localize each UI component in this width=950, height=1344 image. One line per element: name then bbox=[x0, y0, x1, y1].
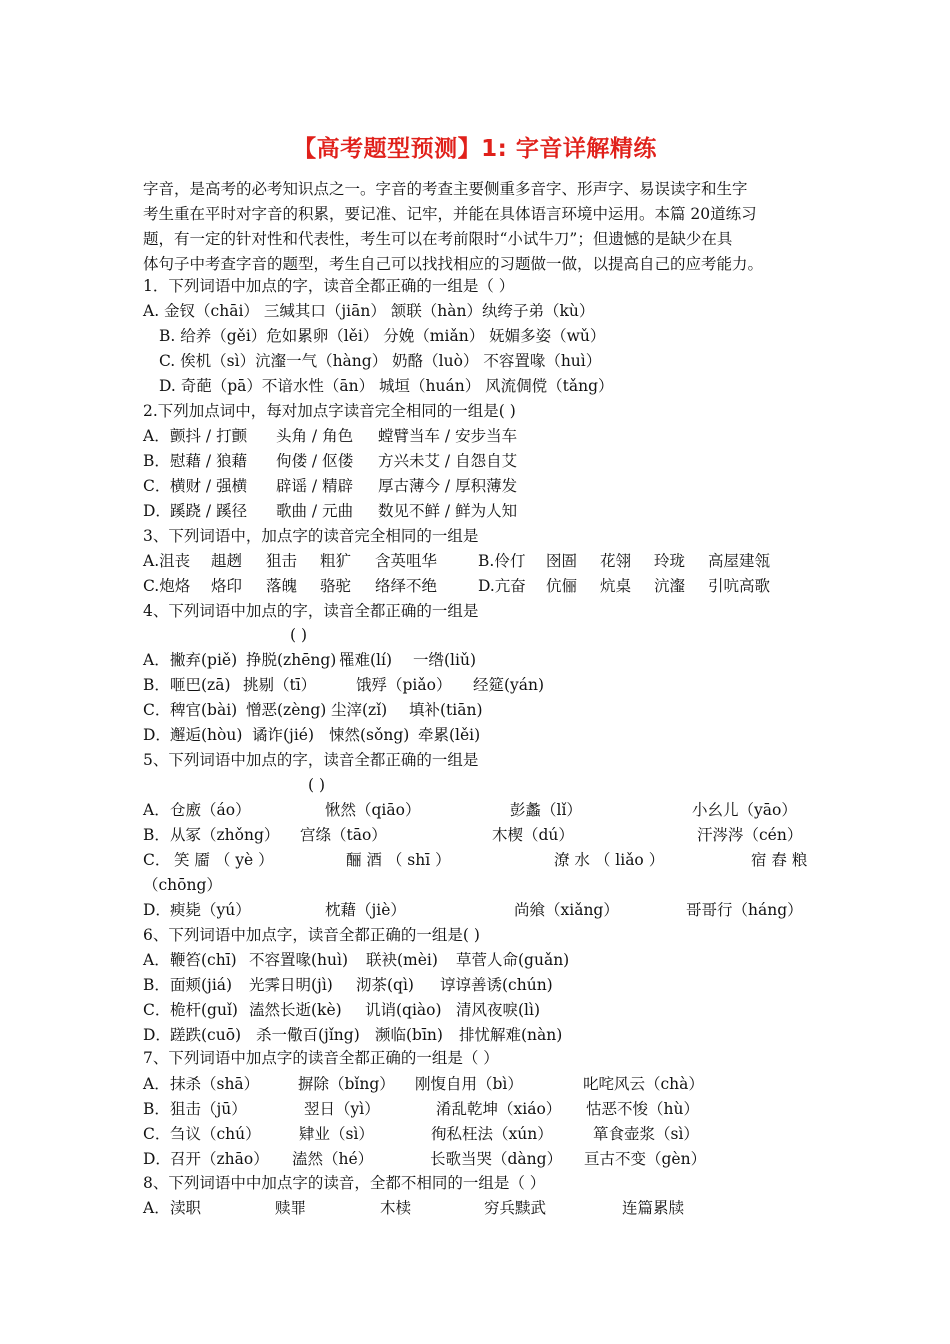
option-word: 颤抖 / 打颤 bbox=[170, 427, 248, 445]
option-wrap-line: （chōng） bbox=[143, 876, 222, 894]
option-word: 杀一儆百(jǐng) bbox=[256, 1026, 360, 1044]
option-word: 鞭笞(chī) bbox=[170, 951, 237, 969]
option-letter: B． bbox=[143, 1100, 170, 1118]
option-word: 经筵(yán) bbox=[473, 676, 545, 694]
option-word: C.炮烙 bbox=[143, 577, 191, 595]
question-1-option-c: C. 俟机（sì）沆瀣一气（hàng） 奶酪（luò） 不容置喙（huì） bbox=[159, 352, 602, 370]
option-word: 桅杆(guǐ) bbox=[170, 1001, 238, 1019]
question-7-stem: 7、下列词语中加点字的读音全都正确的一组是（ ） bbox=[143, 1049, 499, 1067]
option-word: 佝偻 / 伛偻 bbox=[276, 452, 354, 470]
option-word: 翌日（yì） bbox=[304, 1100, 380, 1118]
option-letter: B． bbox=[143, 676, 170, 694]
option-word: 一绺(liǔ) bbox=[413, 651, 476, 669]
option-word: 箪食壶浆（sì） bbox=[593, 1125, 699, 1143]
option-word: 罹难(lí) bbox=[339, 651, 393, 669]
option-word: B.伶仃 bbox=[478, 552, 526, 570]
option-word: 饿殍（piǎo） bbox=[356, 676, 452, 694]
intro-line: 字音，是高考的必考知识点之一。字音的考查主要侧重多音字、形声字、易误读字和生字 bbox=[143, 180, 748, 198]
option-word: 厚古薄今 / 厚积薄发 bbox=[378, 477, 518, 495]
option-word: 不容置喙(huì) bbox=[249, 951, 349, 969]
option-word: 蹉跌(cuō) bbox=[170, 1026, 242, 1044]
option-word: 尚飨（xiǎng） bbox=[514, 901, 619, 919]
option-word: 撇弃(piě) bbox=[170, 651, 238, 669]
option-word: 横财 / 强横 bbox=[170, 477, 248, 495]
option-word: 稗官(bài) bbox=[170, 701, 238, 719]
option-word: 玲珑 bbox=[654, 552, 686, 570]
option-word: 濒临(bīn) bbox=[375, 1026, 443, 1044]
question-5-stem: 5、下列词语中加点的字，读音全都正确的一组是 bbox=[143, 751, 479, 769]
option-word: 面颊(jiá) bbox=[170, 976, 233, 994]
question-4-stem: 4、下列词语中加点的字，读音全都正确的一组是 bbox=[143, 602, 479, 620]
option-word: 草菅人命(guǎn) bbox=[456, 951, 570, 969]
option-word: 愀然（qiāo） bbox=[325, 801, 421, 819]
option-word: 长歌当哭（dàng） bbox=[430, 1150, 563, 1168]
option-word: 汗涔涔（cén） bbox=[697, 826, 803, 844]
intro-line: 考生重在平时对字音的积累，要记准、记牢，并能在具体语言环境中运用。本篇 20道练习 bbox=[143, 205, 757, 223]
option-word: 宿 舂 粮 bbox=[751, 851, 808, 869]
option-word: 谆谆善诱(chún) bbox=[440, 976, 553, 994]
question-1-option-d: D. 奇葩（pā）不谙水性（ān） 城垣（huán） 风流倜傥（tǎng） bbox=[159, 377, 614, 395]
option-word: 联袂(mèi) bbox=[366, 951, 438, 969]
option-word: 炕桌 bbox=[600, 577, 632, 595]
option-word: 宫绦（tāo） bbox=[300, 826, 387, 844]
option-word: 高屋建瓴 bbox=[708, 552, 771, 570]
option-word: 趄趔 bbox=[211, 552, 243, 570]
option-letter: D． bbox=[143, 1150, 171, 1168]
option-letter: A． bbox=[143, 651, 170, 669]
option-word: 沏茶(qì) bbox=[356, 976, 414, 994]
option-letter: A． bbox=[143, 1199, 170, 1217]
option-word: 徇私枉法（xún） bbox=[431, 1125, 553, 1143]
option-letter: D． bbox=[143, 726, 171, 744]
option-letter: B． bbox=[143, 826, 170, 844]
option-word: 小幺儿（yāo） bbox=[692, 801, 797, 819]
option-letter: C． bbox=[143, 477, 171, 495]
option-letter: D． bbox=[143, 502, 171, 520]
option-word: 讥诮(qiào) bbox=[365, 1001, 442, 1019]
option-word: 挣脱(zhēng) bbox=[246, 651, 337, 669]
option-word: 彭蠡（lǐ） bbox=[510, 801, 582, 819]
option-word: 螳臂当车 / 安步当车 bbox=[378, 427, 518, 445]
option-word: 谲诈(jié) bbox=[252, 726, 315, 744]
option-word: 哥哥行（háng） bbox=[686, 901, 803, 919]
option-word: 刍议（chú） bbox=[170, 1125, 261, 1143]
option-word: 叱咤风云（chà） bbox=[583, 1075, 704, 1093]
option-word: 悚然(sǒng) bbox=[329, 726, 410, 744]
option-letter: D． bbox=[143, 1026, 171, 1044]
question-1-stem: 1．下列词语中加点的字，读音全都正确的一组是（ ） bbox=[143, 277, 515, 295]
option-word: 挑剔（tī） bbox=[243, 676, 317, 694]
option-letter: A． bbox=[143, 951, 170, 969]
option-word: 仓廒（áo） bbox=[170, 801, 251, 819]
option-word: 枕藉（jiè） bbox=[325, 901, 406, 919]
option-word: 牵累(lěi) bbox=[418, 726, 481, 744]
option-word: 亘古不变（gèn） bbox=[584, 1150, 707, 1168]
option-word: 摒除（bǐng） bbox=[298, 1075, 395, 1093]
option-word: 尘滓(zǐ) bbox=[331, 701, 388, 719]
option-word: 赎罪 bbox=[275, 1199, 307, 1217]
question-6-stem: 6、下列词语中加点字，读音全都正确的一组是( ) bbox=[143, 926, 480, 944]
question-2-stem: 2.下列加点词中，每对加点字读音完全相同的一组是( ) bbox=[143, 402, 516, 420]
option-word: 慰藉 / 狼藉 bbox=[170, 452, 248, 470]
option-word: 溘然长逝(kè) bbox=[249, 1001, 342, 1019]
option-word: 潦 水 （ liǎo ） bbox=[554, 851, 665, 869]
option-word: D.亢奋 bbox=[478, 577, 526, 595]
option-word: 络绎不绝 bbox=[375, 577, 438, 595]
option-word: 花翎 bbox=[600, 552, 632, 570]
option-word: 穷兵黩武 bbox=[484, 1199, 547, 1217]
intro-line: 体句子中考查字音的题型，考生自己可以找找相应的习题做一做，以提高自己的应考能力。 bbox=[143, 255, 764, 273]
option-word: 填补(tiān) bbox=[409, 701, 483, 719]
option-letter: B． bbox=[143, 452, 170, 470]
option-word: 肄业（sì） bbox=[299, 1125, 374, 1143]
option-word: 木椟 bbox=[380, 1199, 412, 1217]
option-word: 引吭高歌 bbox=[708, 577, 771, 595]
option-word: 狙击（jū） bbox=[170, 1100, 247, 1118]
question-8-stem: 8、下列词语中中加点字的读音，全都不相同的一组是（ ） bbox=[143, 1174, 546, 1192]
option-letter: C． bbox=[143, 1125, 171, 1143]
option-word: 邂逅(hòu) bbox=[170, 726, 243, 744]
option-word: 咂巴(zā) bbox=[170, 676, 231, 694]
option-word: 数见不鲜 / 鲜为人知 bbox=[378, 502, 518, 520]
option-word: A.沮丧 bbox=[143, 552, 191, 570]
option-letter: B． bbox=[143, 976, 170, 994]
option-word: 落魄 bbox=[266, 577, 298, 595]
option-word: 抹杀（shā） bbox=[170, 1075, 260, 1093]
option-word: 含英咀华 bbox=[375, 552, 438, 570]
option-word: 瘐毙（yú） bbox=[170, 901, 251, 919]
intro-paragraph bbox=[143, 177, 813, 277]
page-title: 【高考题型预测】1: 字音详解精练 bbox=[293, 136, 657, 162]
option-word: 烙印 bbox=[211, 577, 243, 595]
option-letter: C． bbox=[143, 701, 171, 719]
option-word: 清风夜唳(lì) bbox=[456, 1001, 541, 1019]
option-word: 渎职 bbox=[170, 1199, 202, 1217]
option-word: 歌曲 / 元曲 bbox=[276, 502, 354, 520]
option-word: 怙恶不悛（hù） bbox=[586, 1100, 699, 1118]
option-letter: D． bbox=[143, 901, 171, 919]
option-word: 笑 靥 （ yè ） bbox=[174, 851, 274, 869]
option-word: 召开（zhāo） bbox=[170, 1150, 269, 1168]
option-word: 刚愎自用（bì） bbox=[415, 1075, 523, 1093]
question-3-stem: 3、下列词语中，加点字的读音完全相同的一组是 bbox=[143, 527, 479, 545]
option-word: 狙击 bbox=[266, 552, 298, 570]
answer-parentheses: ( ) bbox=[308, 776, 326, 794]
answer-parentheses: ( ) bbox=[290, 626, 308, 644]
intro-line: 题，有一定的针对性和代表性，考生可以在考前限时“小试牛刀”；但遗憾的是缺少在具 bbox=[143, 230, 733, 248]
option-word: 头角 / 角色 bbox=[276, 427, 354, 445]
option-word: 沆瀣 bbox=[654, 577, 686, 595]
option-word: 伉俪 bbox=[546, 577, 578, 595]
option-word: 木楔（dú） bbox=[492, 826, 574, 844]
option-word: 排忧解难(nàn) bbox=[459, 1026, 563, 1044]
question-1-option-b: B. 给养（gěi）危如累卵（lěi） 分娩（miǎn） 妩媚多姿（wǔ） bbox=[159, 327, 606, 345]
option-letter: A． bbox=[143, 1075, 170, 1093]
option-word: 骆驼 bbox=[320, 577, 352, 595]
option-word: 囹圄 bbox=[546, 552, 578, 570]
option-word: 光霁日明(jì) bbox=[249, 976, 333, 994]
option-word: 粗犷 bbox=[320, 552, 352, 570]
question-1-option-a: A. 金钗（chāi） 三缄其口（jiān） 颔联（hàn）纨绔子弟（kù） bbox=[143, 302, 595, 320]
option-word: 连篇累牍 bbox=[622, 1199, 685, 1217]
option-word: 淆乱乾坤（xiáo） bbox=[436, 1100, 562, 1118]
option-word: 酾 酒 （ shī ） bbox=[346, 851, 451, 869]
option-letter: C． bbox=[143, 1001, 171, 1019]
option-word: 从冢（zhǒng） bbox=[170, 826, 280, 844]
option-word: 憎恶(zèng) bbox=[246, 701, 327, 719]
option-word: 方兴未艾 / 自怨自艾 bbox=[378, 452, 518, 470]
option-letter: A． bbox=[143, 801, 170, 819]
option-letter: C． bbox=[143, 851, 171, 869]
option-word: 蹊跷 / 蹊径 bbox=[170, 502, 248, 520]
option-word: 辟谣 / 精辟 bbox=[276, 477, 354, 495]
option-letter: A． bbox=[143, 427, 170, 445]
option-word: 溘然（hé） bbox=[292, 1150, 374, 1168]
